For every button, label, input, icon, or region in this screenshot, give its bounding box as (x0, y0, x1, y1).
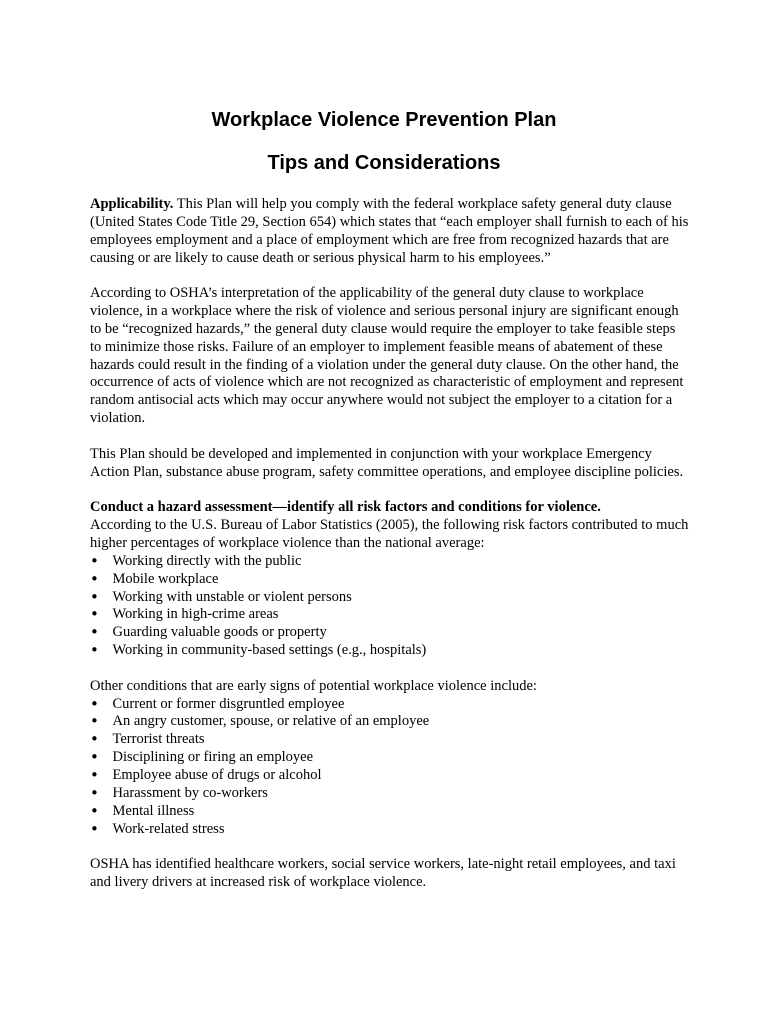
hazard-assessment-intro: According to the U.S. Bureau of Labor Statistics (2005), the following risk factors contributed to much higher percentages of workplace violence than the national average: (90, 517, 689, 552)
page-subtitle: Tips and Considerations (267, 152, 501, 174)
list-item: • An angry customer, spouse, or relative of an employee (90, 713, 690, 731)
plan-integration-paragraph: This Plan should be developed and implemented in conjunction with your workplace Emergency Action Plan, substance abuse program, safety committee operations, and employee discipline policies. (90, 445, 684, 480)
applicability-text: This Plan will help you comply with the federal workplace safety general duty clause (United States Code Title 29, Section 654) which states that “each employer shall furnish to each of his employees employment and a place of employment which are free from recognized hazards that are causing or are likely to cause death or serious physical harm to his employees.” (90, 196, 689, 266)
list-item: • Working directly with the public (90, 553, 690, 571)
document-body (90, 196, 690, 910)
list-item: • Work-related stress (90, 821, 690, 839)
list-item: • Mobile workplace (90, 571, 690, 589)
list-item: • Current or former disgruntled employee (90, 696, 690, 714)
hazard-assessment-heading: Conduct a hazard assessment—identify all risk factors and conditions for violence. (90, 499, 601, 516)
conditions-intro: Other conditions that are early signs of potential workplace violence include: (90, 677, 537, 694)
list-item: • Harassment by co-workers (90, 785, 690, 803)
list-item: • Working with unstable or violent persons (90, 589, 690, 607)
list-item: • Employee abuse of drugs or alcohol (90, 767, 690, 785)
list-item: • Working in high-crime areas (90, 606, 690, 624)
osha-interpretation-paragraph: According to OSHA’s interpretation of the applicability of the general duty clause to workplace violence, in a workplace where the risk of violence and serious personal injury are significant enough to be “recognized hazards,” the general duty clause would require the employer to take feasible steps to minimize those risks. Failure of an employer to implement feasible means of abatement of these hazards could result in the finding of a violation under the general duty clause. On the other hand, the occurrence of acts of violence which are not recognized as characteristic of employment and represent random antisocial acts which may occur anywhere would not subject the employer to a citation for a violation. (90, 285, 684, 427)
applicability-paragraph (90, 196, 690, 267)
closing-paragraph: OSHA has identified healthcare workers, social service workers, late-night retail employees, and taxi and livery drivers at increased risk of workplace violence. (90, 856, 676, 891)
list-item: • Guarding valuable goods or property (90, 624, 690, 642)
page-title: Workplace Violence Prevention Plan (211, 109, 557, 131)
list-item: • Working in community-based settings (e.g., hospitals) (90, 642, 690, 660)
risk-factors-list (90, 553, 690, 660)
list-item: • Disciplining or firing an employee (90, 749, 690, 767)
list-item: • Terrorist threats (90, 731, 690, 749)
applicability-heading: Applicability. (90, 196, 174, 212)
warning-signs-list (90, 696, 690, 839)
list-item: • Mental illness (90, 803, 690, 821)
hazard-assessment-paragraph (90, 499, 690, 553)
